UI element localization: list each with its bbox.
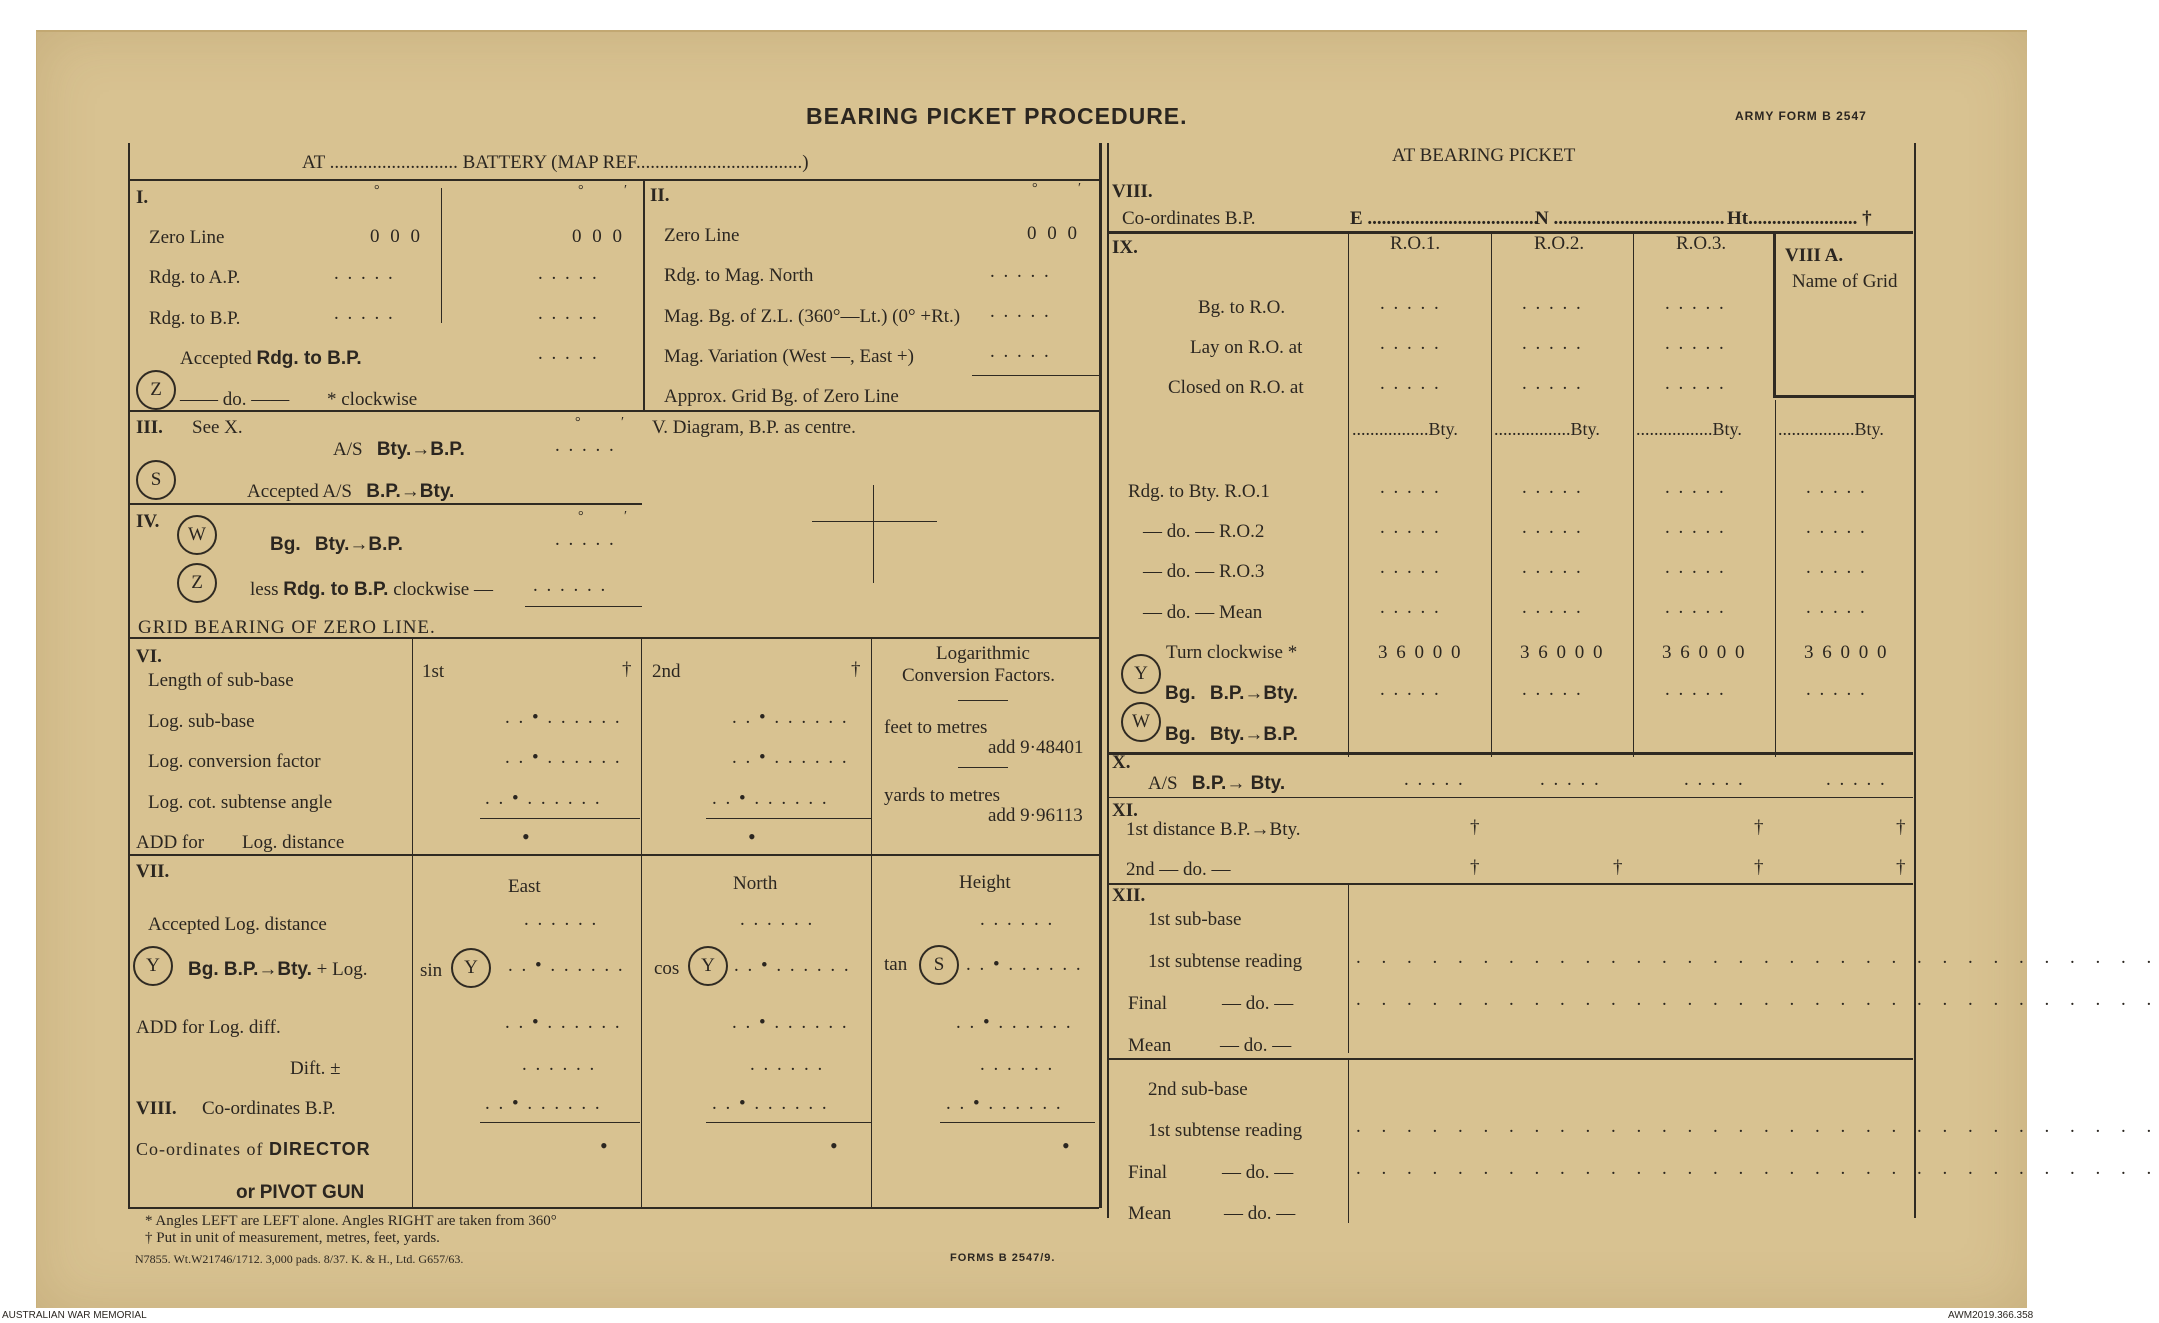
accepted-log: Accepted Log. distance: [148, 914, 327, 935]
sec6-row-log-sub: Log. sub-base: [148, 711, 255, 732]
left-border: [128, 143, 130, 1208]
dots: . . . . .: [1522, 477, 1583, 498]
deg-mark: °: [374, 183, 380, 198]
final: Final: [1128, 993, 1168, 1014]
dagger: †: [1470, 857, 1480, 878]
log-title-1: Logarithmic: [936, 643, 1030, 664]
dots: . . . . . .: [524, 909, 599, 930]
rule-above-notes: [128, 1207, 1099, 1209]
dots: . . . . .: [990, 261, 1051, 282]
bty-col-1: .................Bty.: [1352, 419, 1458, 439]
ro-divider-4: [1775, 400, 1776, 757]
bg-bp-bty: Bg. B.P.→Bty.: [1165, 683, 1298, 704]
ro-divider-3: [1633, 231, 1634, 757]
sec2-mag-var: Mag. Variation (West —, East +): [664, 346, 914, 367]
dots: . . • . . . . . .: [734, 955, 851, 976]
dots: . . . . .: [1380, 373, 1441, 394]
coords-director: Co-ordinates of DIRECTOR: [136, 1139, 371, 1159]
sec3-see: See X.: [192, 417, 243, 438]
credit-right: AWM2019.366.358: [1948, 1310, 2034, 1321]
min-mark: ′: [624, 509, 628, 524]
lay-on-ro: Lay on R.O. at: [1190, 337, 1303, 358]
feet-to-metres: feet to metres: [884, 717, 988, 738]
dots: . . • . . . . . .: [508, 955, 625, 976]
do: — do. —: [1222, 1162, 1294, 1183]
dots: . . . . . .: [533, 575, 608, 596]
circle-w: W: [177, 515, 217, 555]
circle-z: Z: [177, 563, 217, 603]
ro-divider-1: [1348, 231, 1349, 757]
turn-val-2: 3 6 0 0 0: [1520, 642, 1605, 663]
turn-val-3: 3 6 0 0 0: [1662, 642, 1747, 663]
circle-s: S: [136, 460, 176, 500]
form-code: ARMY FORM B 2547: [1735, 109, 1867, 123]
min-mark: ′: [1078, 181, 1082, 196]
do: — do. —: [1220, 1035, 1292, 1056]
closed-on-ro: Closed on R.O. at: [1168, 377, 1304, 398]
yards-to-metres: yards to metres: [884, 785, 1001, 806]
sec1-num: I.: [136, 187, 149, 208]
battery-header: AT ........................... BATTERY (MAP REF...................................): [302, 152, 809, 173]
min-mark: ′: [624, 183, 628, 198]
dots: . . . . .: [1380, 517, 1441, 538]
sec6-row-length: Length of sub-base: [148, 670, 294, 691]
dagger: †: [1896, 817, 1906, 838]
sec1-2-divider: [643, 179, 645, 410]
dots: . . . . .: [1665, 333, 1726, 354]
col-divider-2: [641, 637, 642, 1207]
pivot-gun: or PIVOT GUN: [236, 1182, 365, 1203]
dots: . . . . . .: [740, 909, 815, 930]
ro-divider-2: [1491, 231, 1492, 757]
dots: . . . . .: [1380, 293, 1441, 314]
rdg-ro3: — do. — R.O.3: [1143, 561, 1265, 582]
deg-mark: °: [578, 183, 584, 198]
sum-rule: [706, 1122, 871, 1123]
do: — do. —: [1224, 1203, 1296, 1224]
dots: . . . . .: [1665, 373, 1726, 394]
first-subtense-reading: 1st subtense reading: [1148, 951, 1303, 972]
sin-label: sin: [420, 960, 443, 981]
sec2-approx: Approx. Grid Bg. of Zero Line: [664, 386, 899, 407]
dots: . . • . . . . . .: [966, 954, 1083, 975]
sec6-num: VI.: [136, 646, 162, 667]
center-divider: [1099, 143, 1102, 1208]
turn-val-4: 3 6 0 0 0: [1804, 642, 1889, 663]
circle-y: Y: [133, 946, 173, 986]
sum-rule: [480, 818, 640, 819]
dots: . . . . .: [1522, 597, 1583, 618]
point: •: [600, 1133, 608, 1158]
sec4-num: IV.: [136, 511, 160, 532]
feet-add: add 9·48401: [988, 737, 1084, 758]
xii-divider-2: [1348, 1058, 1349, 1223]
sec6-add-tail: Log. distance: [242, 832, 345, 853]
col-divider-3: [871, 637, 872, 1207]
grid-bearing-label: GRID BEARING OF ZERO LINE.: [138, 617, 436, 638]
sec1-col-divider: [441, 188, 442, 323]
dots: . . . . .: [1665, 517, 1726, 538]
first-distance: 1st distance B.P.→Bty.: [1126, 819, 1301, 840]
dots: . . . . . .: [522, 1054, 597, 1075]
second-sub-base: 2nd sub-base: [1148, 1079, 1248, 1100]
sec2-rdg-mag: Rdg. to Mag. North: [664, 265, 814, 286]
sec6-col1: 1st: [422, 661, 445, 682]
deg-mark: °: [1032, 181, 1038, 196]
dots: . . . . .: [1522, 373, 1583, 394]
coord-ht: Ht....................... †: [1727, 208, 1872, 229]
xii-divider-1: [1348, 883, 1349, 1053]
sec8-label: Co-ordinates B.P.: [1122, 208, 1256, 229]
dots: . . • . . . . . .: [505, 747, 622, 768]
sec2-mag-bg: Mag. Bg. of Z.L. (360°—Lt.) (0° +Rt.): [664, 306, 961, 327]
sec6-col2: 2nd: [652, 661, 681, 682]
dots: . . . . .: [1380, 557, 1441, 578]
sec3-as: A/S Bty.→B.P.: [333, 439, 465, 460]
bty-col-3: .................Bty.: [1636, 419, 1742, 439]
dots: . . . . .: [1380, 597, 1441, 618]
viii-coords: Co-ordinates B.P.: [202, 1098, 336, 1119]
dots: . . • . . . . . .: [732, 747, 849, 768]
sec1-zero-val-1: 0 0 0: [370, 226, 423, 247]
sec1-do: —— do. ——: [180, 389, 290, 410]
coord-n: N ....................................: [1535, 208, 1725, 229]
mean: Mean: [1128, 1035, 1172, 1056]
turn-val-1: 3 6 0 0 0: [1378, 642, 1463, 663]
rule-above-VI: [128, 637, 1099, 639]
circle-z: Z: [136, 370, 176, 410]
sec1-clockwise: * clockwise: [327, 389, 418, 410]
sec3-accepted: Accepted A/S B.P.→Bty.: [247, 481, 455, 502]
name-of-grid: Name of Grid: [1792, 271, 1898, 292]
grid-box-bottom: [1773, 395, 1914, 398]
dots: . . . . .: [334, 263, 395, 284]
min-mark: ′: [621, 415, 625, 430]
sec2-sum-rule: [972, 375, 1099, 376]
bty-col-2: .................Bty.: [1494, 419, 1600, 439]
dots: . . • . . . . . .: [505, 1012, 622, 1033]
first-subtense-reading-2: 1st subtense reading: [1148, 1120, 1303, 1141]
cos-label: cos: [654, 958, 680, 979]
rule-above-XI: [1107, 797, 1913, 798]
dots: . . . . .: [1806, 597, 1867, 618]
forms-code: FORMS B 2547/9.: [950, 1252, 1056, 1264]
header-rule-left: [128, 179, 1099, 181]
sec4-sum-rule: [525, 606, 642, 607]
rule-mid-XII: [1107, 1058, 1913, 1060]
add-log-diff: ADD for Log. diff.: [136, 1017, 281, 1038]
diagram-cross-h: [812, 521, 937, 522]
deg-mark: °: [575, 415, 581, 430]
first-sub-base: 1st sub-base: [1148, 909, 1242, 930]
dots: . . . . .: [990, 301, 1051, 322]
dots: . . . . .: [1806, 477, 1867, 498]
as-bp-bty: A/S B.P.→ Bty.: [1148, 773, 1286, 794]
dots: . . . . .: [1380, 679, 1441, 700]
ro3-col: R.O.3.: [1676, 233, 1727, 254]
dots: . . . . .: [1806, 557, 1867, 578]
sec2-zero-line: Zero Line: [664, 225, 740, 246]
dots: . . . . .: [1404, 769, 1465, 790]
sec1-zero-line: Zero Line: [149, 227, 225, 248]
circle-y: Y: [688, 946, 728, 986]
circle-s: S: [919, 945, 959, 985]
form-title: BEARING PICKET PROCEDURE.: [806, 103, 1188, 129]
dots: . . . . .: [538, 343, 599, 364]
rule-below-VIII: [1107, 231, 1913, 234]
note-units: † Put in unit of measurement, metres, feet, yards.: [145, 1230, 440, 1246]
dots: . . . . . .: [980, 1054, 1055, 1075]
sec8a-num: VIII A.: [1785, 245, 1844, 266]
log-title-2: Conversion Factors.: [902, 665, 1056, 686]
dots: . . . . . .: [980, 909, 1055, 930]
diagram-cross-v: [873, 485, 874, 583]
dots: . . . . .: [1380, 477, 1441, 498]
east-col: East: [508, 876, 541, 897]
dots: . . . . .: [538, 263, 599, 284]
sec4-less: less Rdg. to B.P. clockwise —: [250, 579, 493, 600]
mean-2: Mean: [1128, 1203, 1172, 1224]
footer-strip: [0, 1308, 2048, 1323]
grid-box-left: [1773, 231, 1776, 397]
dots: . . . . .: [555, 435, 616, 456]
sec8-num: VIII.: [1112, 181, 1153, 202]
sec4-bg: Bg. Bty.→B.P.: [270, 534, 403, 555]
second-distance: 2nd — do. —: [1126, 859, 1231, 880]
north-col: North: [733, 873, 778, 894]
sec5-label: V. Diagram, B.P. as centre.: [652, 417, 856, 438]
sum-rule: [706, 818, 871, 819]
dots: . . . . .: [1522, 679, 1583, 700]
bty-col-4: .................Bty.: [1778, 419, 1884, 439]
viii-num: VIII.: [136, 1098, 177, 1119]
print-info: N7855. Wt.W21746/1712. 3,000 pads. 8/37. K. & H., Ltd. G657/63.: [135, 1252, 464, 1266]
sec6-row-log-cot: Log. cot. subtense angle: [148, 792, 333, 813]
dagger: †: [1754, 857, 1764, 878]
sec2-zero-val: 0 0 0: [1027, 223, 1080, 244]
bg-bty-bp: Bg. Bty.→B.P.: [1165, 724, 1298, 745]
dots: . . . . .: [1826, 769, 1887, 790]
height-col: Height: [959, 872, 1011, 893]
circle-y: Y: [451, 948, 491, 988]
dots: . . • . . . . . .: [712, 788, 829, 809]
dots: . . . . .: [1522, 293, 1583, 314]
dagger: †: [1613, 857, 1623, 878]
log-rule: [958, 767, 1008, 768]
rdg-bty-ro1: Rdg. to Bty. R.O.1: [1128, 481, 1270, 502]
dots: . . . . .: [1522, 333, 1583, 354]
dagger: †: [851, 659, 861, 680]
do: — do. —: [1222, 993, 1294, 1014]
dots: . . • . . . . . .: [712, 1093, 829, 1114]
dots: . . . . .: [1522, 557, 1583, 578]
sec6-add: ADD for: [136, 832, 205, 853]
sec9-num: IX.: [1112, 237, 1138, 258]
rule-above-XII: [1107, 883, 1913, 885]
center-divider-2: [1107, 143, 1109, 1218]
dots: . . . . .: [1665, 293, 1726, 314]
dift: Dift. ±: [290, 1058, 341, 1079]
dots: . . . . .: [1380, 333, 1441, 354]
circle-w: W: [1121, 702, 1161, 742]
dots: . . . . .: [1522, 517, 1583, 538]
dots: . . . . .: [1540, 769, 1601, 790]
dagger: †: [1754, 817, 1764, 838]
rdg-mean: — do. — Mean: [1143, 602, 1263, 623]
yards-add: add 9·96113: [988, 805, 1083, 826]
dots: . . • . . . . . .: [732, 1012, 849, 1033]
col-divider-1: [412, 637, 413, 1207]
point: •: [522, 824, 530, 849]
dots: . . • . . . . . .: [946, 1093, 1063, 1114]
deg-mark: °: [578, 509, 584, 524]
right-border: [1914, 143, 1916, 1218]
dagger: †: [622, 659, 632, 680]
dots: . . . . .: [1806, 517, 1867, 538]
turn-clockwise: Turn clockwise *: [1166, 642, 1298, 663]
sec10-num: X.: [1112, 752, 1131, 773]
final-2: Final: [1128, 1162, 1168, 1183]
dots-row: . . . . . . . . . . . . . . . . . . . . . . . . . . . . . . . .: [1356, 947, 2159, 968]
dots: . . . . .: [1665, 679, 1726, 700]
dots: . . • . . . . . .: [956, 1012, 1073, 1033]
point: •: [1062, 1133, 1070, 1158]
dots: . . • . . . . . .: [505, 707, 622, 728]
coord-e: E ....................................: [1350, 208, 1539, 229]
dots-row: . . . . . . . . . . . . . . . . . . . . . . . . . . . . . . . .: [1356, 1158, 2159, 1179]
dots: . . • . . . . . .: [732, 707, 849, 728]
dagger: †: [1896, 857, 1906, 878]
bg-to-ro: Bg. to R.O.: [1198, 297, 1286, 318]
rdg-ro2: — do. — R.O.2: [1143, 521, 1265, 542]
sum-rule: [940, 1122, 1095, 1123]
sec1-rdg-ap: Rdg. to A.P.: [149, 267, 241, 288]
sec6-row-log-conv: Log. conversion factor: [148, 751, 321, 772]
point: •: [748, 824, 756, 849]
point: •: [830, 1133, 838, 1158]
dots: . . . . .: [990, 341, 1051, 362]
sec11-num: XI.: [1112, 800, 1138, 821]
dots-row: . . . . . . . . . . . . . . . . . . . . . . . . . . . . . . . .: [1356, 989, 2159, 1010]
dagger: †: [1470, 817, 1480, 838]
dots: . . . . .: [1665, 477, 1726, 498]
dots: . . . . .: [538, 303, 599, 324]
rule-below-I-II: [128, 410, 1099, 412]
ro1-col: R.O.1.: [1390, 233, 1441, 254]
dots: . . . . .: [1665, 557, 1726, 578]
dots-row: . . . . . . . . . . . . . . . . . . . . . . . . . . . . . . . .: [1356, 1116, 2159, 1137]
ro2-col: R.O.2.: [1534, 233, 1585, 254]
dots: . . • . . . . . .: [485, 1093, 602, 1114]
sum-rule: [480, 1122, 640, 1123]
sec1-zero-val-2: 0 0 0: [572, 226, 625, 247]
dots: . . . . .: [1806, 679, 1867, 700]
sec2-num: II.: [650, 185, 670, 206]
sec7-num: VII.: [136, 861, 170, 882]
sec1-rdg-bp: Rdg. to B.P.: [149, 308, 241, 329]
rule-above-X: [1107, 752, 1913, 755]
credit-left: AUSTRALIAN WAR MEMORIAL: [2, 1310, 147, 1321]
sec12-num: XII.: [1112, 885, 1146, 906]
dots: . . . . .: [1684, 769, 1745, 790]
rule-above-VII: [128, 854, 1099, 856]
rule-below-III: [128, 503, 642, 505]
sec1-accepted: Accepted Rdg. to B.P.: [180, 348, 362, 369]
tan-label: tan: [884, 954, 908, 975]
dots: . . • . . . . . .: [485, 788, 602, 809]
dots: . . . . . .: [750, 1054, 825, 1075]
note-angles: * Angles LEFT are LEFT alone. Angles RIGHT are taken from 360°: [145, 1213, 557, 1229]
circle-y: Y: [1121, 654, 1161, 694]
dots: . . . . .: [555, 529, 616, 550]
dots: . . . . .: [1665, 597, 1726, 618]
sec3-num: III.: [136, 417, 163, 438]
bearing-picket-header: AT BEARING PICKET: [1392, 145, 1576, 166]
dots: . . . . .: [334, 303, 395, 324]
log-rule: [958, 700, 1008, 701]
bg-bp-bty: Bg. B.P.→Bty. + Log.: [188, 959, 368, 980]
